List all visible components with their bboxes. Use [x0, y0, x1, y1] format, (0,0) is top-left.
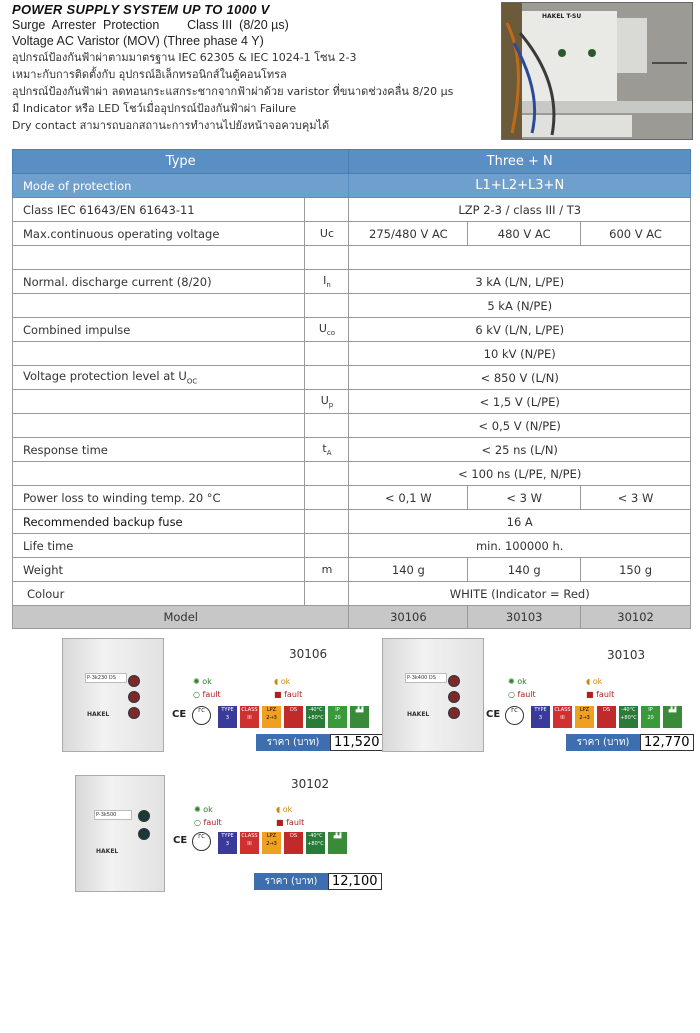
photo-label: HAKEL T-SU	[542, 13, 582, 20]
ds-icon	[284, 832, 303, 854]
temp-text: -40°C +80°C	[307, 833, 324, 847]
indicator-icon	[138, 828, 150, 840]
subtitle-line-1: Surge Arrester Protection Class III (8/20 µs)	[12, 18, 289, 32]
type-text: TYPE	[534, 707, 547, 713]
empty-cell	[305, 246, 349, 270]
ok-led-icon: ✺	[193, 677, 200, 686]
life-label: Life time	[13, 534, 305, 558]
empty-cell	[305, 462, 349, 486]
temperature-icon	[619, 706, 638, 728]
fuse-value: 16 A	[349, 510, 691, 534]
temperature-icon	[306, 832, 325, 854]
comb-v2: 10 kV (N/PE)	[349, 342, 691, 366]
max-v2: 480 V AC	[468, 222, 581, 246]
price-box-30102	[254, 873, 382, 890]
empty-cell	[349, 246, 691, 270]
ip-icon	[328, 706, 347, 728]
resp-v2: < 100 ns (L/PE, N/PE)	[349, 462, 691, 486]
class-icon	[240, 706, 259, 728]
ds-text: DS	[289, 707, 298, 713]
table-row-vpl-2	[13, 390, 691, 414]
resp-label: Response time	[13, 438, 305, 462]
max-v1: 275/480 V AC	[349, 222, 468, 246]
table-row-fuse	[13, 510, 691, 534]
temp-text: -40°C +80°C	[620, 707, 637, 721]
indicator-icon	[448, 707, 460, 719]
fault-led-icon: ○	[193, 690, 200, 699]
legend-ok2-text: ok	[592, 677, 603, 686]
thai-line-4: มี Indicator หรือ LED โชว์เมื่ออุปกรณ์ป้องกันฟ้าผ่า Failure	[12, 102, 297, 115]
certification-icons	[192, 832, 364, 854]
thai-line-2: เหมาะกับการติดตั้งกับ อุปกรณ์อิเล็กทรอนิกส์ในตู้คอนโทรล	[12, 68, 287, 81]
factory-icon: ▟▟	[350, 706, 369, 728]
thai-line-5: Dry contact สามารถบอกสถานะการทำงานไปยังหน้าจอควบคุมได้	[12, 119, 330, 132]
device-label: P-3k230 DS	[85, 673, 127, 683]
product-photo-30106	[62, 638, 164, 752]
price-value: 12,100	[328, 873, 382, 890]
ip-n-text: 20	[647, 715, 654, 721]
empty-cell	[305, 414, 349, 438]
ok-led-icon: ✺	[194, 805, 201, 814]
legend-ok-2	[276, 805, 292, 814]
ploss-v3: < 3 W	[581, 486, 691, 510]
vpl-label-main: Voltage protection level at U	[23, 369, 187, 384]
vpl-v2: < 1,5 V (L/PE)	[349, 390, 691, 414]
legend-fault-text: fault	[202, 690, 221, 699]
comb-sym-main: U	[318, 321, 327, 335]
product-model-30102: 30102	[291, 777, 330, 791]
legend-ok2-text: ok	[280, 677, 291, 686]
lpz-n-text: 2→3	[266, 841, 277, 847]
legend-ok-text: ok	[203, 805, 213, 814]
spec-table	[12, 149, 691, 629]
comb-v1: 6 kV (L/N, L/PE)	[349, 318, 691, 342]
installation-photo-drawing	[502, 3, 692, 139]
table-row-vpl	[13, 366, 691, 390]
ds-icon	[597, 706, 616, 728]
comb-sym	[305, 318, 349, 342]
class-text: CLASS	[554, 707, 571, 713]
gost-icon: ГС	[505, 706, 524, 725]
empty-cell	[13, 342, 305, 366]
table-row-discharge-2	[13, 294, 691, 318]
vpl-sym-main: U	[320, 393, 329, 407]
type-icon	[531, 706, 550, 728]
max-v3: 600 V AC	[581, 222, 691, 246]
indicator-icon	[128, 675, 140, 687]
lpz-icon	[262, 706, 281, 728]
life-value: min. 100000 h.	[349, 534, 691, 558]
product-photo-30103	[382, 638, 484, 752]
vpl-v1: < 850 V (L/N)	[349, 366, 691, 390]
class-icon	[553, 706, 572, 728]
resp-sym	[305, 438, 349, 462]
fault-contact-icon: ■	[274, 690, 282, 699]
fault-contact-icon: ■	[276, 818, 284, 827]
empty-cell	[13, 390, 305, 414]
indicator-icon	[138, 810, 150, 822]
legend-ok	[194, 805, 213, 814]
max-label: Max.continuous operating voltage	[13, 222, 305, 246]
norm-v2: 5 kA (N/PE)	[349, 294, 691, 318]
class-n-text: III	[247, 841, 252, 847]
ip-text: IP	[648, 707, 653, 713]
price-box-30103	[566, 734, 694, 751]
legend-ok-text: ok	[517, 677, 527, 686]
ce-mark-icon: CE	[172, 709, 187, 720]
mode-value: L1+L2+L3+N	[349, 174, 691, 198]
class-n-text: III	[560, 715, 565, 721]
legend-fault2-text: fault	[284, 690, 303, 699]
indicator-icon	[128, 707, 140, 719]
fault-led-icon: ○	[508, 690, 515, 699]
weight-label: Weight	[13, 558, 305, 582]
empty-cell	[305, 342, 349, 366]
empty-cell	[13, 246, 305, 270]
table-row-colour	[13, 582, 691, 606]
empty-cell	[13, 414, 305, 438]
ok-contact-icon: ◖	[274, 677, 279, 686]
norm-sym-main: I	[323, 273, 327, 287]
ok-contact-icon: ◖	[586, 677, 591, 686]
weight-sym: m	[305, 558, 349, 582]
legend-ok-2	[274, 677, 290, 686]
class-text: CLASS	[241, 833, 258, 839]
legend-fault-text: fault	[517, 690, 536, 699]
resp-sym-main: t	[322, 441, 327, 455]
table-row-weight	[13, 558, 691, 582]
temperature-icon	[306, 706, 325, 728]
table-row-class	[13, 198, 691, 222]
thai-line-1: อุปกรณ์ป้องกันฟ้าผ่าตามมาตรฐาน IEC 62305 & IEC 1024-1 โซน 2-3	[12, 51, 357, 64]
installation-photo	[501, 2, 693, 140]
type-n-text: 3	[225, 841, 230, 847]
brand-label: HAKEL	[96, 848, 119, 855]
model-v3: 30102	[581, 606, 691, 629]
weight-v2: 140 g	[468, 558, 581, 582]
price-label: ราคา (บาท)	[254, 873, 328, 890]
device-label: P-3k400 DS	[405, 673, 447, 683]
header	[12, 2, 492, 134]
lpz-icon	[575, 706, 594, 728]
ip-icon	[641, 706, 660, 728]
table-row-type	[13, 150, 691, 174]
vpl-v3: < 0,5 V (N/PE)	[349, 414, 691, 438]
legend-fault	[508, 690, 536, 699]
ce-mark-icon: CE	[486, 709, 501, 720]
legend-fault-2	[586, 690, 614, 699]
empty-cell	[13, 294, 305, 318]
legend-fault2-text: fault	[596, 690, 615, 699]
model-v1: 30106	[349, 606, 468, 629]
brand-label: HAKEL	[407, 711, 430, 718]
legend-fault-2	[274, 690, 302, 699]
comb-sym-sub: co	[326, 329, 336, 338]
model-label: Model	[13, 606, 349, 629]
ip-n-text: 20	[334, 715, 341, 721]
class-text: CLASS	[241, 707, 258, 713]
legend-ok2-text: ok	[282, 805, 293, 814]
class-value: LZP 2-3 / class III / T3	[349, 198, 691, 222]
empty-cell	[305, 486, 349, 510]
legend-ok-text: ok	[202, 677, 212, 686]
empty-cell	[305, 534, 349, 558]
table-row-power-loss	[13, 486, 691, 510]
empty-cell	[305, 294, 349, 318]
table-row-response-2	[13, 462, 691, 486]
vpl-sym	[305, 390, 349, 414]
legend-ok-2	[586, 677, 602, 686]
type-icon	[218, 832, 237, 854]
table-row-life	[13, 534, 691, 558]
fault-contact-icon: ■	[586, 690, 594, 699]
table-row-response	[13, 438, 691, 462]
indicator-icon	[128, 691, 140, 703]
lpz-n-text: 2→3	[266, 715, 277, 721]
resp-v1: < 25 ns (L/N)	[349, 438, 691, 462]
weight-v3: 150 g	[581, 558, 691, 582]
type-n-text: 3	[538, 715, 543, 721]
table-row-max-voltage	[13, 222, 691, 246]
type-icon	[218, 706, 237, 728]
norm-sym-sub: n	[326, 281, 331, 290]
product-model-30106: 30106	[289, 647, 328, 661]
gost-icon: ГС	[192, 706, 211, 725]
lpz-text: LPZ	[266, 707, 277, 713]
class-n-text: III	[247, 715, 252, 721]
class-icon	[240, 832, 259, 854]
brand-label: HAKEL	[87, 711, 110, 718]
temp-text: -40°C +80°C	[307, 707, 324, 721]
ploss-v1: < 0,1 W	[349, 486, 468, 510]
norm-sym	[305, 270, 349, 294]
max-sym: Uc	[305, 222, 349, 246]
factory-icon: ▟▟	[328, 832, 347, 854]
empty-cell	[13, 462, 305, 486]
product-photo-30102	[75, 775, 165, 892]
page-title: POWER SUPPLY SYSTEM UP TO 1000 V	[12, 2, 270, 17]
legend-fault-text: fault	[203, 818, 222, 827]
type-value: Three + N	[349, 150, 691, 174]
subtitle-line-2: Voltage AC Varistor (MOV) (Three phase 4 Y)	[12, 34, 264, 48]
ploss-v2: < 3 W	[468, 486, 581, 510]
thai-line-3: อุปกรณ์ป้องกันฟ้าผ่า ลดทอนกระแสกระชากจากฟ้าผ่าด้วย varistor ที่ขนาดช่วงคลื่น 8/20 µs	[12, 85, 454, 98]
ok-led-icon: ✺	[508, 677, 515, 686]
resp-sym-sub: A	[326, 449, 332, 458]
price-label: ราคา (บาท)	[566, 734, 640, 751]
ok-contact-icon: ◖	[276, 805, 281, 814]
lpz-text: LPZ	[579, 707, 590, 713]
type-label: Type	[13, 150, 349, 174]
colour-label: Colour	[13, 582, 305, 606]
lpz-text: LPZ	[266, 833, 277, 839]
model-v2: 30103	[468, 606, 581, 629]
price-label: ราคา (บาท)	[256, 734, 330, 751]
fault-led-icon: ○	[194, 818, 201, 827]
ds-text: DS	[289, 833, 298, 839]
price-value: 11,520	[330, 734, 384, 751]
ds-text: DS	[602, 707, 611, 713]
legend-fault2-text: fault	[286, 818, 305, 827]
mode-label: Mode of protection	[13, 174, 349, 198]
class-sym	[305, 198, 349, 222]
indicator-icon	[448, 675, 460, 687]
table-row-empty	[13, 246, 691, 270]
type-text: TYPE	[221, 707, 234, 713]
fuse-label: Recommended backup fuse	[13, 510, 305, 534]
vpl-label	[13, 366, 305, 390]
gost-icon: ГС	[192, 832, 211, 851]
device-label: P-3k500	[94, 810, 132, 820]
price-box-30106	[256, 734, 384, 751]
certification-icons	[505, 706, 677, 728]
legend-fault	[194, 818, 222, 827]
ploss-label: Power loss to winding temp. 20 °C	[13, 486, 305, 510]
comb-label: Combined impulse	[13, 318, 305, 342]
empty-cell	[305, 510, 349, 534]
price-value: 12,770	[640, 734, 694, 751]
vpl-sym-sub: p	[328, 401, 334, 410]
product-model-30103: 30103	[607, 648, 646, 662]
certification-icons	[192, 706, 364, 728]
empty-cell	[305, 366, 349, 390]
colour-value: WHITE (Indicator = Red)	[349, 582, 691, 606]
lpz-icon	[262, 832, 281, 854]
table-row-combined-2	[13, 342, 691, 366]
legend-fault	[193, 690, 221, 699]
legend-ok	[193, 677, 212, 686]
table-row-vpl-3	[13, 414, 691, 438]
table-row-mode	[13, 174, 691, 198]
table-row-discharge	[13, 270, 691, 294]
legend-ok	[508, 677, 527, 686]
weight-v1: 140 g	[349, 558, 468, 582]
indicator-icon	[448, 691, 460, 703]
class-label: Class IEC 61643/EN 61643-11	[13, 198, 305, 222]
type-text: TYPE	[221, 833, 234, 839]
type-n-text: 3	[225, 715, 230, 721]
ce-mark-icon: CE	[173, 835, 188, 846]
ds-icon	[284, 706, 303, 728]
norm-label: Normal. discharge current (8/20)	[13, 270, 305, 294]
lpz-n-text: 2→3	[579, 715, 590, 721]
vpl-label-sub: OC	[186, 377, 198, 386]
empty-cell	[305, 582, 349, 606]
legend-fault-2	[276, 818, 304, 827]
ip-text: IP	[335, 707, 340, 713]
factory-icon: ▟▟	[663, 706, 682, 728]
table-row-combined	[13, 318, 691, 342]
table-row-model	[13, 606, 691, 629]
norm-v1: 3 kA (L/N, L/PE)	[349, 270, 691, 294]
